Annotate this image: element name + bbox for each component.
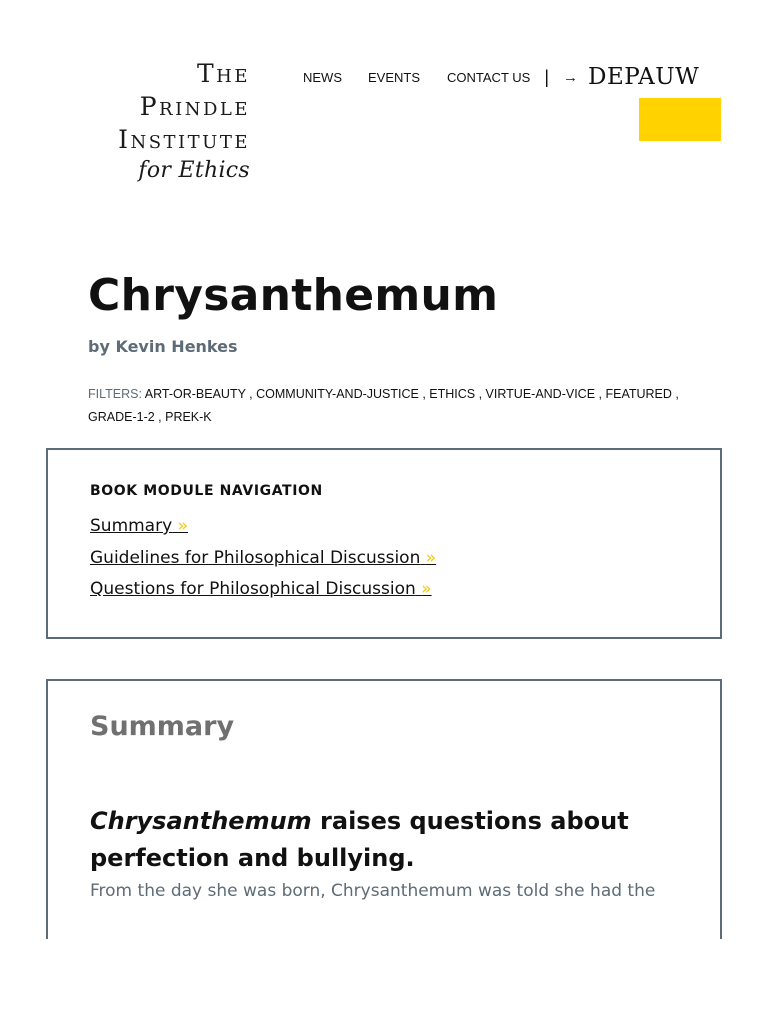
logo-line-prindle: Prindle bbox=[139, 92, 250, 121]
prindle-institute-logo[interactable] bbox=[80, 57, 250, 186]
module-nav-link-label: Summary bbox=[90, 516, 173, 536]
logo-line-for-ethics: for Ethics bbox=[138, 158, 250, 183]
arrow-right-icon[interactable]: → bbox=[563, 68, 579, 86]
summary-paragraph: From the day she was born, Chrysanthemum was told she had the bbox=[90, 881, 656, 901]
top-nav bbox=[303, 64, 699, 90]
summary-heading: Summary bbox=[90, 711, 235, 742]
filters-list: FILTERS: ART-OR-BEAUTY , COMMUNITY-AND-JUSTICE , ETHICS , VIRTUE-AND-VICE , FEATURED , GRADE-1-2 , PREK-K bbox=[88, 387, 679, 424]
summary-lead-question bbox=[90, 803, 690, 877]
double-chevron-icon: » bbox=[421, 579, 432, 599]
double-chevron-icon: » bbox=[177, 516, 188, 536]
filter-tag[interactable]: ETHICS bbox=[429, 387, 476, 401]
filter-tag[interactable]: COMMUNITY-AND-JUSTICE bbox=[256, 387, 419, 401]
summary-section bbox=[46, 679, 722, 939]
filters-label: FILTERS: bbox=[88, 387, 142, 401]
filter-tag[interactable]: GRADE-1-2 bbox=[88, 410, 155, 424]
page-title: Chrysanthemum bbox=[88, 270, 499, 321]
filter-tag[interactable]: FEATURED bbox=[605, 387, 672, 401]
nav-news-link[interactable]: NEWS bbox=[303, 69, 342, 85]
module-nav-summary-link[interactable] bbox=[90, 516, 188, 536]
filter-tag[interactable]: ART-OR-BEAUTY bbox=[144, 387, 246, 401]
yellow-accent-block bbox=[639, 98, 721, 141]
book-author: by Kevin Henkes bbox=[88, 337, 238, 356]
summary-question-text: raises questions about perfection and bullying. bbox=[90, 807, 629, 872]
module-nav-link-label: Guidelines for Philosophical Discussion bbox=[90, 548, 421, 568]
double-chevron-icon: » bbox=[425, 548, 437, 568]
module-nav-questions-link[interactable] bbox=[90, 579, 432, 599]
logo-line-the: The bbox=[196, 59, 250, 88]
module-nav-heading: BOOK MODULE NAVIGATION bbox=[90, 483, 323, 499]
nav-separator: | bbox=[544, 67, 550, 87]
summary-book-title: Chrysanthemum bbox=[90, 807, 312, 835]
nav-events-link[interactable]: EVENTS bbox=[368, 69, 421, 85]
filter-tag[interactable]: VIRTUE-AND-VICE bbox=[485, 387, 596, 401]
nav-contact-link[interactable]: CONTACT US bbox=[447, 69, 531, 85]
book-module-navigation bbox=[46, 448, 722, 639]
filter-tag[interactable]: PREK-K bbox=[165, 410, 212, 424]
module-nav-guidelines-link[interactable] bbox=[90, 548, 436, 568]
module-nav-link-label: Questions for Philosophical Discussion bbox=[90, 579, 416, 599]
logo-line-institute: Institute bbox=[118, 125, 250, 154]
depauw-link[interactable]: DEPAUW bbox=[588, 64, 700, 90]
